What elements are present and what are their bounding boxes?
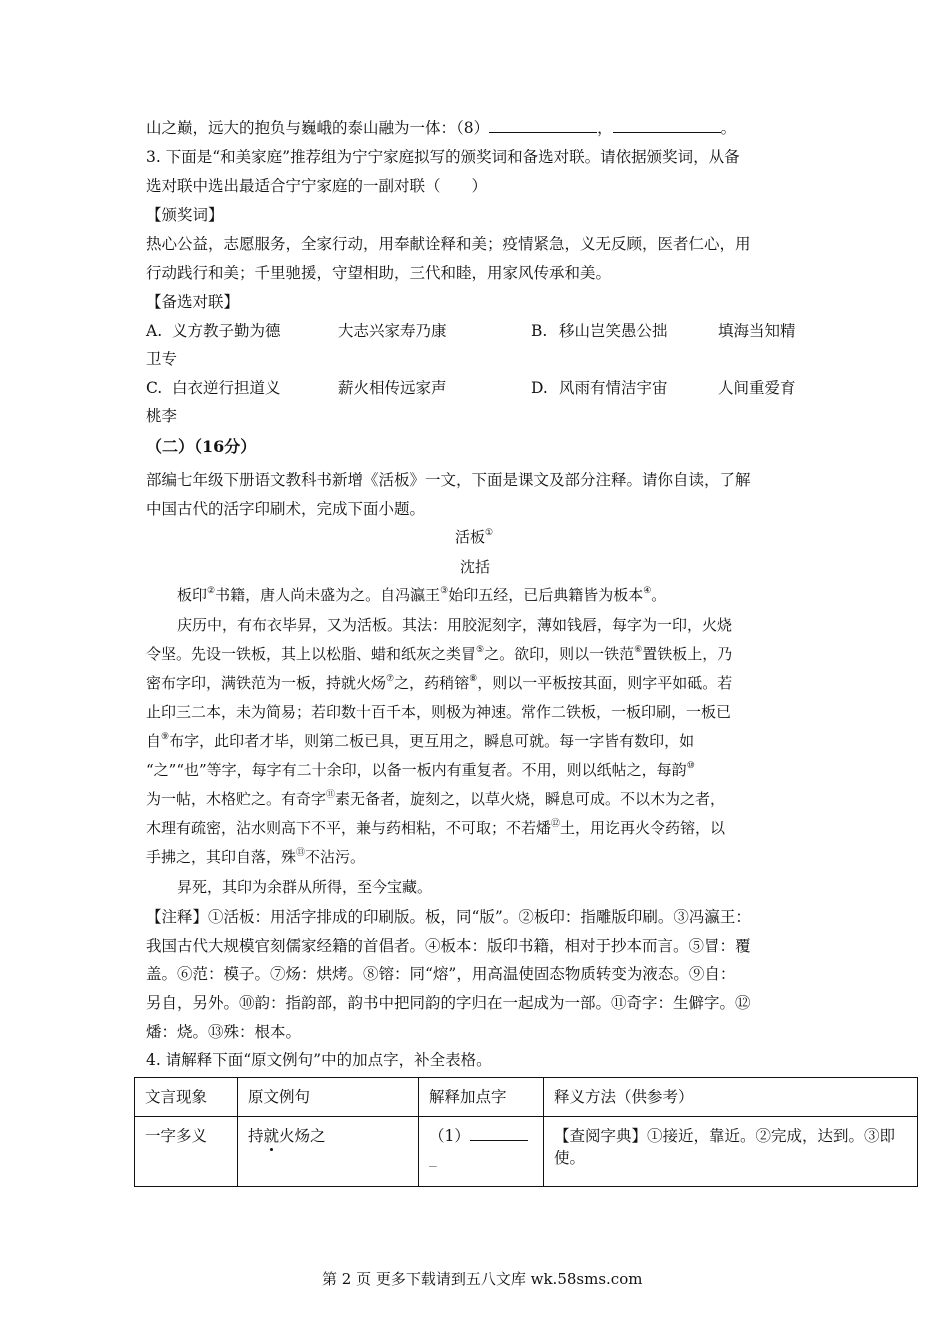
option-b-left: 移山岂笑愚公拙 — [559, 322, 668, 340]
annotation-line3: 盖。⑥范：模子。⑦炀：烘烤。⑧镕：同“熔”，用高温使固态物质转变为液态。⑨自： — [146, 965, 736, 983]
fill-blank-line-8: 山之巅，远大的抱负与巍峨的泰山融为一体：（8） ， 。 — [146, 119, 737, 137]
emphasis-dot-char: 就 — [263, 1127, 280, 1145]
answer-blank[interactable] — [613, 118, 721, 133]
page-footer: 第 2 页 更多下载请到五八文库 wk.58sms.com — [322, 1270, 643, 1288]
table-header-cell: 解释加点字 — [419, 1078, 544, 1117]
annotation-line4: 另自，另外。⑩韵：指韵部，韵书中把同韵的字归在一起成为一部。⑪奇字：生僻字。⑫ — [146, 994, 751, 1012]
line-text: 山之巅，远大的抱负与巍峨的泰山融为一体：（8） — [146, 119, 490, 137]
annotation-line5: 燔：烧。⑬殊：根本。 — [146, 1023, 302, 1041]
section-heading: （二）（16分） — [146, 437, 257, 456]
option-d-wrap: 桃李 — [146, 407, 178, 425]
option-c-right: 薪火相传远家声 — [338, 379, 447, 397]
section-intro-line1: 部编七年级下册语文教科书新增《活板》一文，下面是课文及部分注释。请你自读，了解 — [146, 471, 751, 489]
annotation-line2: 我国古代大规模官刻儒家经籍的首倡者。④板本：版印书籍，相对于抄本而言。⑤冒：覆 — [146, 937, 751, 955]
q4-table — [134, 1077, 918, 1187]
couplet-heading: 【备选对联】 — [146, 293, 240, 311]
passage-p2-line4: 止印三二本，未为简易；若印数十百千本，则极为神速。常作二铁板，一板印刷，一板已 — [146, 703, 732, 721]
table-row — [135, 1117, 918, 1187]
option-b-right: 填海当知精 — [718, 322, 796, 340]
option-d-right: 人间重爱育 — [718, 379, 796, 397]
q3-stem-line1: 3. 下面是“和美家庭”推荐组为宁宁家庭拟写的颁奖词和备选对联。请依据颁奖词，从备 — [146, 148, 740, 166]
passage-p2-line2: 令坚。先设一铁板，其上以松脂、蜡和纸灰之类冒⑤之。欲印，则以一铁范⑥置铁板上，乃 — [146, 645, 733, 663]
passage-p2-line9: 手拂之，其印自落，殊⑬不沾污。 — [146, 848, 366, 866]
passage-p2-line3: 密布字印，满铁范为一板，持就火炀⑦之，药稍镕⑧，则以一平板按其面，则字平如砥。若 — [146, 674, 733, 692]
passage-p2-line8: 木理有疏密，沾水则高下不平，兼与药相粘，不可取；不若燔⑫土，用讫再火令药镕，以 — [146, 819, 726, 837]
passage-p2-line6: “之”“也”等字，每字有二十余印，以备一板内有重复者。不用，则以纸帖之，每韵⑩ — [146, 761, 695, 779]
sentence-cell: 持就火炀之 — [238, 1117, 419, 1187]
option-c[interactable]: C. 白衣逆行担道义 薪火相传远家声 — [146, 379, 447, 397]
passage-author: 沈括 — [460, 558, 491, 576]
passage-p2-line1: 庆历中，有布衣毕昇，又为活板。其法：用胶泥刻字，薄如钱唇，每字为一印，火烧 — [177, 616, 733, 634]
option-a-right: 大志兴家寿乃康 — [338, 322, 447, 340]
q4-prompt: 4. 请解释下面“原文例句”中的加点字，补全表格。 — [146, 1051, 492, 1069]
passage-p2-line7: 为一帖，木格贮之。有奇字⑪素无备者，旋刻之，以草火烧，瞬息可成。不以木为之者， — [146, 790, 726, 808]
q3-stem-line2: 选对联中选出最适合宁宁家庭的一副对联（ ） — [146, 177, 488, 195]
section-intro-line2: 中国古代的活字印刷术，完成下面小题。 — [146, 500, 426, 518]
passage-p1: 板印②书籍，唐人尚未盛为之。自冯瀛王③始印五经，已后典籍皆为板本④。 — [177, 586, 667, 604]
passage-p2-line5: 自⑨布字，此印者才毕，则第二板已具，更互用之，瞬息可就。每一字皆有数印，如 — [146, 732, 695, 750]
method-cell: 【查阅字典】①接近，靠近。②完成，达到。③即 使。 — [544, 1117, 918, 1187]
table-header-cell: 释义方法（供参考） — [544, 1078, 918, 1117]
answer-cell[interactable]: （1） _ — [419, 1117, 544, 1187]
table-header-cell: 原文例句 — [238, 1078, 419, 1117]
option-b[interactable]: B. 移山岂笑愚公拙 填海当知精 — [531, 322, 796, 340]
option-b-wrap: 卫专 — [146, 350, 178, 368]
passage-p3: 昇死，其印为余群从所得，至今宝藏。 — [177, 878, 433, 896]
award-heading: 【颁奖词】 — [146, 206, 224, 224]
table-header-row — [135, 1078, 918, 1117]
award-text-line2: 行动践行和美；千里驰援，守望相助，三代和睦，用家风传承和美。 — [146, 264, 612, 282]
option-a[interactable]: A. 义方教子勤为德 大志兴家寿乃康 — [146, 322, 447, 340]
table-header-cell: 文言现象 — [135, 1078, 238, 1117]
answer-blank[interactable] — [470, 1126, 528, 1141]
option-d[interactable]: D. 风雨有情洁宇宙 人间重爱育 — [531, 379, 796, 397]
option-a-left: 义方教子勤为德 — [172, 322, 281, 340]
phenomenon-cell: 一字多义 — [135, 1117, 238, 1187]
passage-title: 活板① — [455, 528, 494, 546]
option-d-left: 风雨有情洁宇宙 — [559, 379, 668, 397]
answer-blank[interactable] — [489, 118, 597, 133]
option-c-left: 白衣逆行担道义 — [172, 379, 281, 397]
award-text-line1: 热心公益，志愿服务，全家行动，用奉献诠释和美；疫情紧急，义无反顾，医者仁心，用 — [146, 235, 751, 253]
annotation-line1: 【注释】①活板：用活字排成的印刷版。板，同“版”。②板印：指雕版印刷。③冯瀛王： — [146, 908, 751, 926]
